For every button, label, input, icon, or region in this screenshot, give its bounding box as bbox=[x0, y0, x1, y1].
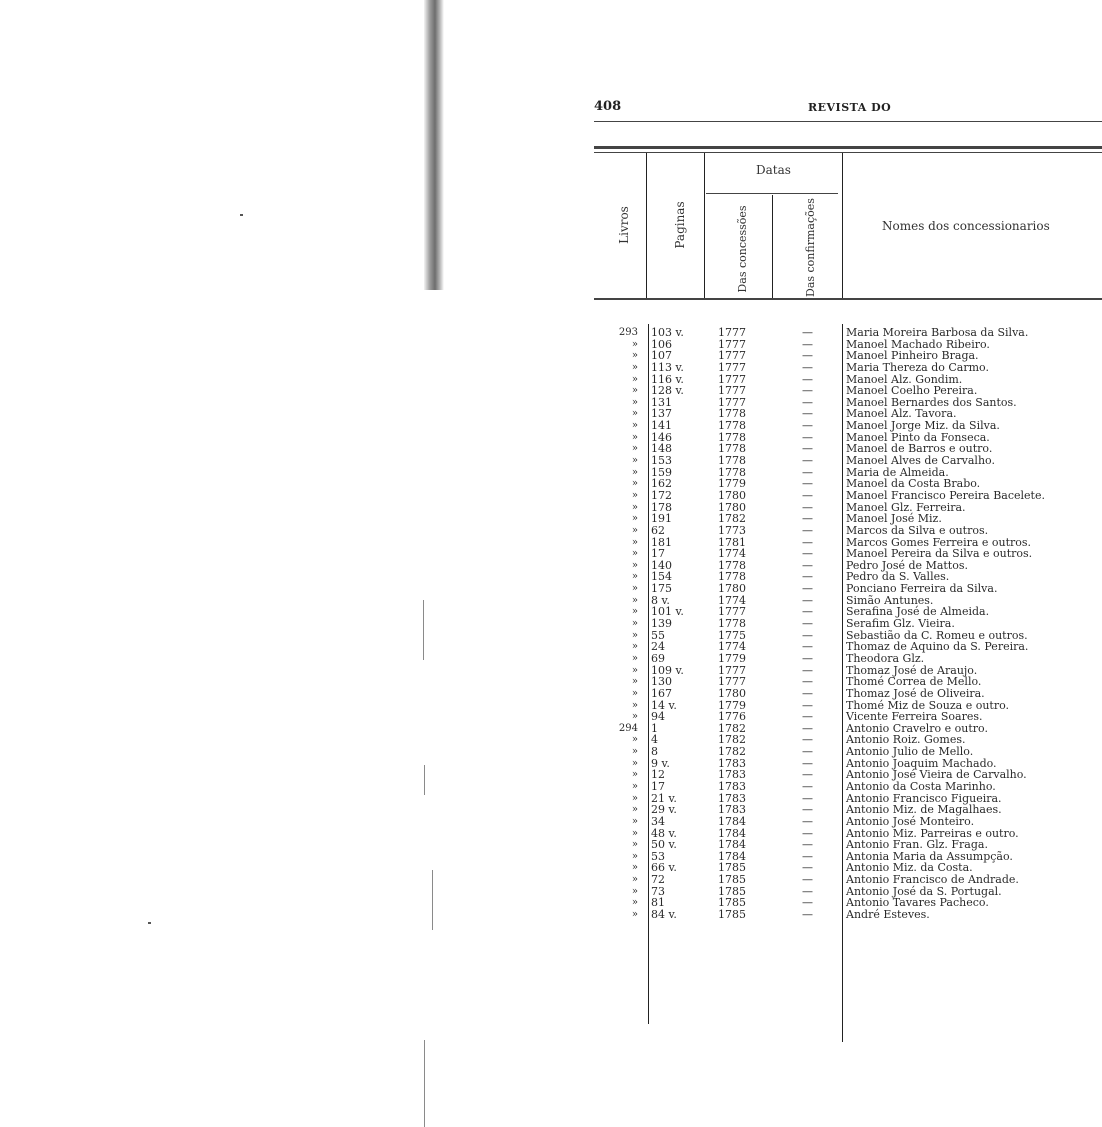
cell-das-concessoes: 1778 bbox=[718, 454, 746, 468]
cell-pagina: 159 bbox=[651, 465, 672, 479]
table-row bbox=[594, 490, 1102, 502]
cell-livro: » bbox=[631, 874, 638, 886]
table-row bbox=[594, 781, 1102, 793]
cell-das-confirmacoes: — bbox=[802, 558, 813, 572]
cell-das-concessoes: 1777 bbox=[718, 326, 746, 339]
cell-das-confirmacoes: — bbox=[802, 407, 813, 421]
cell-das-concessoes: 1780 bbox=[718, 686, 746, 700]
cell-das-concessoes: 1780 bbox=[718, 500, 746, 514]
cell-pagina: 137 bbox=[651, 407, 672, 421]
cell-livro: » bbox=[631, 699, 638, 711]
cell-pagina: 113 v. bbox=[651, 360, 684, 374]
cell-das-confirmacoes: — bbox=[802, 395, 813, 409]
cell-pagina: 128 v. bbox=[651, 384, 684, 398]
cell-das-concessoes: 1777 bbox=[718, 360, 746, 374]
cell-pagina: 12 bbox=[651, 768, 665, 782]
cell-das-confirmacoes: — bbox=[802, 896, 813, 910]
cell-das-concessoes: 1783 bbox=[718, 768, 746, 782]
cell-das-confirmacoes: — bbox=[802, 768, 813, 782]
cell-pagina: 172 bbox=[651, 488, 672, 502]
cell-pagina: 34 bbox=[651, 814, 665, 828]
cell-pagina: 4 bbox=[651, 733, 658, 747]
cell-das-concessoes: 1777 bbox=[718, 384, 746, 398]
cell-das-confirmacoes: — bbox=[802, 326, 813, 339]
cell-pagina: 109 v. bbox=[651, 663, 684, 677]
cell-das-concessoes: 1777 bbox=[718, 605, 746, 619]
table-top-rule-thin bbox=[594, 152, 1102, 153]
cell-livro: » bbox=[631, 815, 638, 827]
column-divider bbox=[772, 195, 773, 300]
scan-speck bbox=[148, 922, 151, 924]
cell-das-confirmacoes: — bbox=[802, 908, 813, 922]
cell-nome: Antonio Cravelro e outro. bbox=[846, 721, 988, 735]
cell-nome: Manoel Pinheiro Braga. bbox=[846, 349, 979, 363]
cell-nome: Sebastião da C. Romeu e outros. bbox=[846, 628, 1028, 642]
cell-livro: » bbox=[631, 746, 638, 758]
cell-livro: » bbox=[631, 559, 638, 571]
cell-pagina: 9 v. bbox=[651, 756, 670, 770]
cell-das-confirmacoes: — bbox=[802, 849, 813, 863]
cell-pagina: 17 bbox=[651, 779, 665, 793]
cell-das-concessoes: 1783 bbox=[718, 756, 746, 770]
cell-das-confirmacoes: — bbox=[802, 803, 813, 817]
cell-das-concessoes: 1785 bbox=[718, 896, 746, 910]
cell-pagina: 106 bbox=[651, 337, 672, 351]
cell-das-confirmacoes: — bbox=[802, 419, 813, 433]
cell-das-confirmacoes: — bbox=[802, 523, 813, 537]
cell-das-concessoes: 1779 bbox=[718, 651, 746, 665]
table-top-rule bbox=[594, 146, 1102, 149]
cell-livro: » bbox=[631, 361, 638, 373]
scan-gutter-line bbox=[423, 600, 424, 660]
cell-das-confirmacoes: — bbox=[802, 547, 813, 561]
cell-livro: » bbox=[631, 618, 638, 630]
cell-pagina: 72 bbox=[651, 873, 665, 887]
cell-das-confirmacoes: — bbox=[802, 861, 813, 875]
cell-livro: » bbox=[631, 396, 638, 408]
cell-das-confirmacoes: — bbox=[802, 582, 813, 596]
cell-nome: Manoel Machado Ribeiro. bbox=[846, 337, 990, 351]
cell-nome: Marcos Gomes Ferreira e outros. bbox=[846, 535, 1032, 549]
cell-livro: » bbox=[631, 827, 638, 839]
cell-livro: » bbox=[631, 839, 638, 851]
scan-gutter-shadow bbox=[424, 0, 444, 290]
cell-das-confirmacoes: — bbox=[802, 488, 813, 502]
cell-nome: Manoel de Barros e outro. bbox=[846, 442, 993, 456]
cell-nome: Antonio da Costa Marinho. bbox=[846, 779, 996, 793]
cell-nome: Antonio Joaquim Machado. bbox=[846, 756, 997, 770]
cell-livro: » bbox=[631, 513, 638, 525]
cell-das-concessoes: 1778 bbox=[718, 465, 746, 479]
cell-pagina: 146 bbox=[651, 430, 672, 444]
cell-nome: Antonio José da S. Portugal. bbox=[846, 884, 1002, 898]
cell-das-confirmacoes: — bbox=[802, 605, 813, 619]
table-row bbox=[594, 909, 1102, 921]
cell-das-concessoes: 1777 bbox=[718, 395, 746, 409]
cell-das-confirmacoes: — bbox=[802, 349, 813, 363]
column-header-datas: Datas bbox=[756, 163, 791, 177]
header-bottom-rule bbox=[594, 298, 1102, 300]
cell-das-confirmacoes: — bbox=[802, 873, 813, 887]
cell-livro: » bbox=[631, 338, 638, 350]
table-row bbox=[594, 327, 1102, 339]
cell-das-confirmacoes: — bbox=[802, 384, 813, 398]
cell-das-confirmacoes: — bbox=[802, 814, 813, 828]
cell-livro: » bbox=[631, 629, 638, 641]
cell-das-confirmacoes: — bbox=[802, 372, 813, 386]
cell-livro: » bbox=[631, 769, 638, 781]
cell-nome: Theodora Glz. bbox=[846, 651, 925, 665]
cell-pagina: 21 v. bbox=[651, 791, 677, 805]
table-row bbox=[594, 653, 1102, 665]
cell-das-confirmacoes: — bbox=[802, 360, 813, 374]
cell-nome: Antonio Miz. da Costa. bbox=[846, 861, 973, 875]
cell-livro: » bbox=[631, 780, 638, 792]
column-header-das-confirmacoes: Das confirmações bbox=[804, 198, 817, 297]
cell-livro: » bbox=[631, 466, 638, 478]
cell-pagina: 154 bbox=[651, 570, 672, 584]
cell-livro: » bbox=[631, 885, 638, 897]
cell-nome: Antonio Julio de Mello. bbox=[846, 745, 974, 759]
cell-pagina: 141 bbox=[651, 419, 672, 433]
cell-das-concessoes: 1784 bbox=[718, 838, 746, 852]
cell-das-confirmacoes: — bbox=[802, 745, 813, 759]
cell-livro: » bbox=[631, 431, 638, 443]
cell-das-confirmacoes: — bbox=[802, 838, 813, 852]
cell-das-concessoes: 1778 bbox=[718, 442, 746, 456]
cell-nome: Simão Antunes. bbox=[846, 593, 934, 607]
cell-livro: » bbox=[631, 489, 638, 501]
cell-das-confirmacoes: — bbox=[802, 675, 813, 689]
cell-nome: Antonio Francisco Figueira. bbox=[846, 791, 1002, 805]
cell-livro: » bbox=[631, 583, 638, 595]
cell-pagina: 116 v. bbox=[651, 372, 684, 386]
cell-nome: Maria de Almeida. bbox=[846, 465, 949, 479]
cell-pagina: 175 bbox=[651, 582, 672, 596]
cell-das-concessoes: 1785 bbox=[718, 873, 746, 887]
cell-das-concessoes: 1778 bbox=[718, 407, 746, 421]
cell-das-concessoes: 1782 bbox=[718, 733, 746, 747]
table-row bbox=[594, 816, 1102, 828]
cell-das-concessoes: 1784 bbox=[718, 826, 746, 840]
cell-livro: » bbox=[631, 536, 638, 548]
cell-das-concessoes: 1784 bbox=[718, 849, 746, 863]
cell-das-confirmacoes: — bbox=[802, 651, 813, 665]
page-number: 408 bbox=[594, 99, 622, 114]
cell-nome: Manoel Jorge Miz. da Silva. bbox=[846, 419, 1000, 433]
cell-nome: Antonio José Vieira de Carvalho. bbox=[846, 768, 1027, 782]
cell-das-confirmacoes: — bbox=[802, 779, 813, 793]
cell-nome: Antonio Miz. Parreiras e outro. bbox=[846, 826, 1019, 840]
cell-pagina: 53 bbox=[651, 849, 665, 863]
cell-pagina: 162 bbox=[651, 477, 672, 491]
cell-das-concessoes: 1777 bbox=[718, 349, 746, 363]
cell-pagina: 191 bbox=[651, 512, 672, 526]
cell-pagina: 24 bbox=[651, 640, 665, 654]
cell-pagina: 140 bbox=[651, 558, 672, 572]
datas-underline bbox=[706, 193, 838, 194]
cell-das-confirmacoes: — bbox=[802, 791, 813, 805]
cell-das-confirmacoes: — bbox=[802, 500, 813, 514]
cell-das-concessoes: 1780 bbox=[718, 488, 746, 502]
cell-das-concessoes: 1777 bbox=[718, 337, 746, 351]
cell-das-confirmacoes: — bbox=[802, 570, 813, 584]
cell-nome: Antonia Maria da Assumpção. bbox=[846, 849, 1013, 863]
cell-livro: » bbox=[631, 757, 638, 769]
cell-das-concessoes: 1780 bbox=[718, 582, 746, 596]
cell-nome: Serafim Glz. Vieira. bbox=[846, 617, 955, 631]
cell-nome: Manoel Alz. Tavora. bbox=[846, 407, 957, 421]
cell-nome: Marcos da Silva e outros. bbox=[846, 523, 989, 537]
cell-pagina: 139 bbox=[651, 617, 672, 631]
cell-das-confirmacoes: — bbox=[802, 465, 813, 479]
cell-das-confirmacoes: — bbox=[802, 535, 813, 549]
cell-pagina: 48 v. bbox=[651, 826, 677, 840]
cell-livro: » bbox=[631, 687, 638, 699]
cell-das-concessoes: 1781 bbox=[718, 535, 746, 549]
cell-das-confirmacoes: — bbox=[802, 477, 813, 491]
cell-das-confirmacoes: — bbox=[802, 593, 813, 607]
cell-das-concessoes: 1784 bbox=[718, 814, 746, 828]
cell-livro: » bbox=[631, 478, 638, 490]
cell-nome: Antonio Miz. de Magalhaes. bbox=[846, 803, 1002, 817]
cell-das-concessoes: 1778 bbox=[718, 617, 746, 631]
cell-das-confirmacoes: — bbox=[802, 663, 813, 677]
cell-livro: » bbox=[631, 734, 638, 746]
cell-das-concessoes: 1778 bbox=[718, 419, 746, 433]
cell-livro: » bbox=[631, 350, 638, 362]
cell-nome: Maria Moreira Barbosa da Silva. bbox=[846, 326, 1029, 339]
cell-das-confirmacoes: — bbox=[802, 442, 813, 456]
scan-gutter-line bbox=[424, 765, 425, 795]
cell-nome: Manoel Bernardes dos Santos. bbox=[846, 395, 1017, 409]
cell-nome: Manoel Pinto da Fonseca. bbox=[846, 430, 990, 444]
cell-das-concessoes: 1777 bbox=[718, 663, 746, 677]
cell-pagina: 29 v. bbox=[651, 803, 677, 817]
cell-pagina: 8 bbox=[651, 745, 658, 759]
cell-das-concessoes: 1783 bbox=[718, 791, 746, 805]
cell-livro: » bbox=[631, 594, 638, 606]
cell-livro: » bbox=[631, 606, 638, 618]
cell-livro: » bbox=[631, 676, 638, 688]
cell-nome: Pedro José de Mattos. bbox=[846, 558, 968, 572]
cell-livro: » bbox=[631, 652, 638, 664]
cell-nome: Antonio José Monteiro. bbox=[846, 814, 975, 828]
cell-nome: Thomé Miz de Souza e outro. bbox=[846, 698, 1010, 712]
table-row bbox=[594, 688, 1102, 700]
cell-nome: Manoel Alves de Carvalho. bbox=[846, 454, 995, 468]
cell-das-concessoes: 1785 bbox=[718, 908, 746, 922]
cell-das-confirmacoes: — bbox=[802, 430, 813, 444]
cell-nome: Antonio Roiz. Gomes. bbox=[846, 733, 966, 747]
cell-das-confirmacoes: — bbox=[802, 826, 813, 840]
cell-nome: Manoel Glz. Ferreira. bbox=[846, 500, 966, 514]
cell-das-concessoes: 1783 bbox=[718, 803, 746, 817]
cell-livro: » bbox=[631, 909, 638, 921]
table-body bbox=[594, 327, 1102, 921]
cell-nome: Manoel Francisco Pereira Bacelete. bbox=[846, 488, 1045, 502]
cell-livro: » bbox=[631, 373, 638, 385]
table-row bbox=[594, 618, 1102, 630]
cell-das-concessoes: 1782 bbox=[718, 745, 746, 759]
cell-das-concessoes: 1782 bbox=[718, 512, 746, 526]
cell-nome: Thomé Correa de Mello. bbox=[846, 675, 982, 689]
cell-das-confirmacoes: — bbox=[802, 686, 813, 700]
column-divider bbox=[704, 153, 705, 300]
cell-das-concessoes: 1782 bbox=[718, 721, 746, 735]
cell-nome: Pedro da S. Valles. bbox=[846, 570, 950, 584]
cell-livro: » bbox=[631, 850, 638, 862]
cell-pagina: 73 bbox=[651, 884, 665, 898]
cell-das-concessoes: 1779 bbox=[718, 698, 746, 712]
cell-pagina: 131 bbox=[651, 395, 672, 409]
column-divider bbox=[646, 153, 647, 300]
cell-das-confirmacoes: — bbox=[802, 884, 813, 898]
cell-nome: Thomaz José de Araujo. bbox=[846, 663, 978, 677]
cell-livro: » bbox=[631, 862, 638, 874]
cell-das-concessoes: 1778 bbox=[718, 558, 746, 572]
cell-livro: 294 bbox=[618, 722, 638, 734]
cell-das-concessoes: 1783 bbox=[718, 779, 746, 793]
cell-nome: Vicente Ferreira Soares. bbox=[846, 710, 983, 724]
scan-gutter-line bbox=[424, 1040, 425, 1127]
cell-livro: » bbox=[631, 385, 638, 397]
cell-livro: » bbox=[631, 501, 638, 513]
cell-nome: Antonio Francisco de Andrade. bbox=[846, 873, 1019, 887]
cell-das-concessoes: 1773 bbox=[718, 523, 746, 537]
cell-das-concessoes: 1777 bbox=[718, 372, 746, 386]
cell-pagina: 153 bbox=[651, 454, 672, 468]
column-header-das-concessoes: Das concessões bbox=[736, 205, 749, 293]
cell-pagina: 148 bbox=[651, 442, 672, 456]
cell-livro: » bbox=[631, 455, 638, 467]
cell-livro: » bbox=[631, 664, 638, 676]
cell-nome: Thomaz de Aquino da S. Pereira. bbox=[846, 640, 1029, 654]
cell-das-confirmacoes: — bbox=[802, 698, 813, 712]
cell-nome: Manoel Alz. Gondim. bbox=[846, 372, 963, 386]
cell-pagina: 130 bbox=[651, 675, 672, 689]
cell-das-concessoes: 1785 bbox=[718, 884, 746, 898]
cell-nome: André Esteves. bbox=[846, 908, 930, 922]
cell-livro: » bbox=[631, 548, 638, 560]
cell-pagina: 101 v. bbox=[651, 605, 684, 619]
cell-pagina: 62 bbox=[651, 523, 665, 537]
cell-das-confirmacoes: — bbox=[802, 710, 813, 724]
cell-nome: Serafina José de Almeida. bbox=[846, 605, 990, 619]
cell-das-confirmacoes: — bbox=[802, 454, 813, 468]
cell-pagina: 55 bbox=[651, 628, 665, 642]
cell-livro: 293 bbox=[618, 327, 638, 338]
table-row bbox=[594, 455, 1102, 467]
cell-pagina: 181 bbox=[651, 535, 672, 549]
cell-pagina: 81 bbox=[651, 896, 665, 910]
column-divider bbox=[842, 153, 843, 300]
cell-pagina: 14 v. bbox=[651, 698, 677, 712]
cell-das-confirmacoes: — bbox=[802, 628, 813, 642]
table-row bbox=[594, 362, 1102, 374]
cell-das-confirmacoes: — bbox=[802, 733, 813, 747]
cell-das-concessoes: 1777 bbox=[718, 675, 746, 689]
cell-das-concessoes: 1776 bbox=[718, 710, 746, 724]
cell-livro: » bbox=[631, 420, 638, 432]
cell-das-concessoes: 1774 bbox=[718, 593, 746, 607]
cell-das-concessoes: 1785 bbox=[718, 861, 746, 875]
table-row bbox=[594, 583, 1102, 595]
cell-livro: » bbox=[631, 711, 638, 723]
cell-das-confirmacoes: — bbox=[802, 617, 813, 631]
cell-das-concessoes: 1778 bbox=[718, 430, 746, 444]
cell-livro: » bbox=[631, 408, 638, 420]
cell-livro: » bbox=[631, 524, 638, 536]
cell-pagina: 94 bbox=[651, 710, 665, 724]
cell-nome: Antonio Tavares Pacheco. bbox=[846, 896, 989, 910]
header-rule bbox=[594, 121, 1102, 122]
cell-das-concessoes: 1778 bbox=[718, 570, 746, 584]
cell-pagina: 66 v. bbox=[651, 861, 677, 875]
cell-nome: Manoel da Costa Brabo. bbox=[846, 477, 981, 491]
cell-nome: Antonio Fran. Glz. Fraga. bbox=[846, 838, 988, 852]
cell-livro: » bbox=[631, 792, 638, 804]
cell-pagina: 107 bbox=[651, 349, 672, 363]
cell-pagina: 167 bbox=[651, 686, 672, 700]
cell-das-concessoes: 1774 bbox=[718, 640, 746, 654]
cell-pagina: 84 v. bbox=[651, 908, 677, 922]
cell-das-confirmacoes: — bbox=[802, 337, 813, 351]
cell-livro: » bbox=[631, 443, 638, 455]
table-row bbox=[594, 746, 1102, 758]
column-header-livros: Livros bbox=[617, 206, 631, 244]
cell-das-confirmacoes: — bbox=[802, 756, 813, 770]
table-row bbox=[594, 525, 1102, 537]
cell-livro: » bbox=[631, 804, 638, 816]
cell-pagina: 103 v. bbox=[651, 326, 684, 339]
cell-das-confirmacoes: — bbox=[802, 640, 813, 654]
running-title: REVISTA DO bbox=[808, 101, 892, 114]
cell-livro: » bbox=[631, 571, 638, 583]
cell-nome: Manoel Pereira da Silva e outros. bbox=[846, 547, 1033, 561]
cell-pagina: 69 bbox=[651, 651, 665, 665]
cell-nome: Ponciano Ferreira da Silva. bbox=[846, 582, 998, 596]
cell-pagina: 178 bbox=[651, 500, 672, 514]
scan-speck bbox=[240, 214, 243, 216]
cell-nome: Manoel Coelho Pereira. bbox=[846, 384, 978, 398]
cell-das-concessoes: 1779 bbox=[718, 477, 746, 491]
cell-pagina: 17 bbox=[651, 547, 665, 561]
cell-das-concessoes: 1774 bbox=[718, 547, 746, 561]
scan-gutter-line bbox=[432, 870, 433, 930]
cell-pagina: 50 v. bbox=[651, 838, 677, 852]
cell-das-confirmacoes: — bbox=[802, 721, 813, 735]
cell-pagina: 1 bbox=[651, 721, 658, 735]
cell-nome: Manoel José Miz. bbox=[846, 512, 942, 526]
cell-nome: Maria Thereza do Carmo. bbox=[846, 360, 989, 374]
cell-livro: » bbox=[631, 897, 638, 909]
column-header-nomes: Nomes dos concessionarios bbox=[882, 219, 1050, 233]
cell-livro: » bbox=[631, 641, 638, 653]
cell-das-confirmacoes: — bbox=[802, 512, 813, 526]
cell-pagina: 8 v. bbox=[651, 593, 670, 607]
table-row bbox=[594, 874, 1102, 886]
column-header-paginas: Paginas bbox=[673, 201, 687, 249]
cell-das-concessoes: 1775 bbox=[718, 628, 746, 642]
cell-nome: Thomaz José de Oliveira. bbox=[846, 686, 985, 700]
